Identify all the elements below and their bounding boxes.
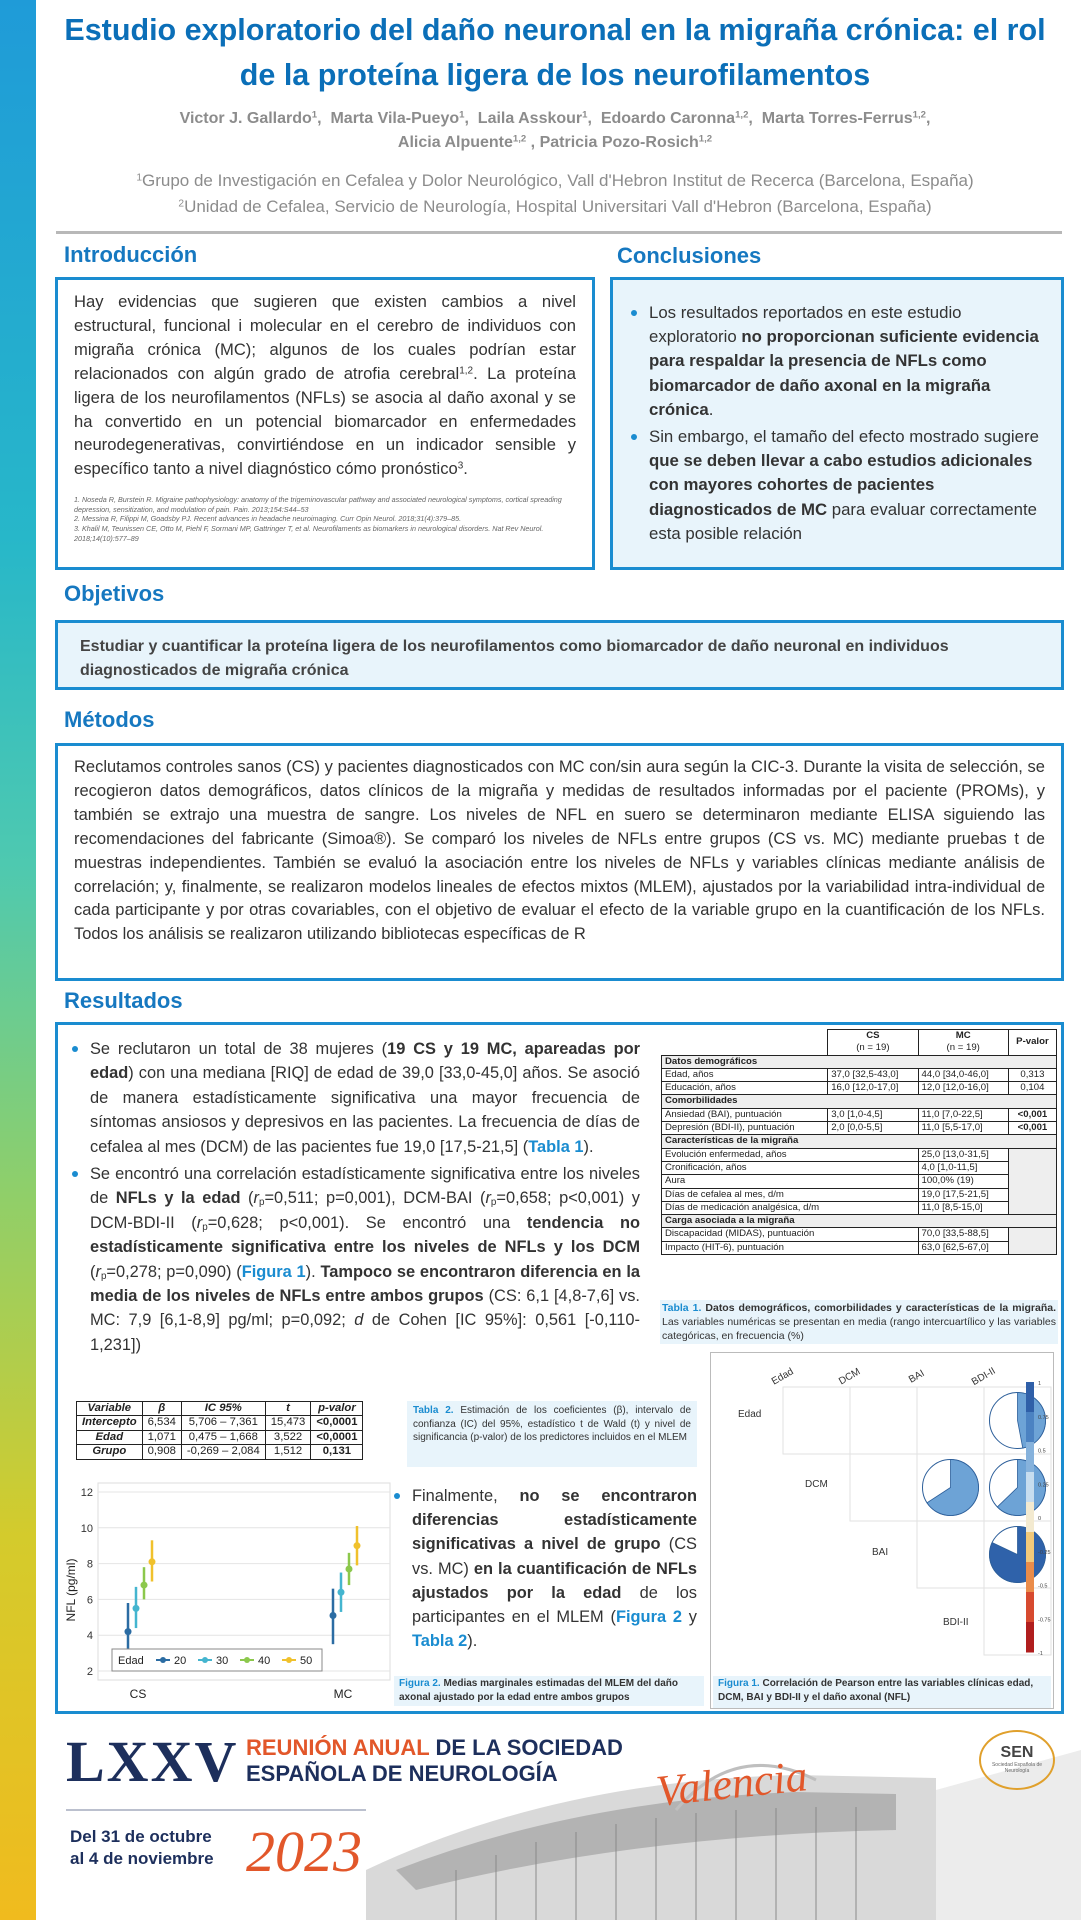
legend-marker bbox=[160, 1657, 166, 1663]
y-tick-label: 2 bbox=[86, 1666, 93, 1679]
affiliations: $^1$Grupo de Investigación en Cefalea y Dolor Neurológico, Vall d'Hebron Institut de Recerca (Barcelona, España) $^2$Unidad de Cefalea, Servicio de Neurología, Hospital Universitari Vall d'Hebron (Barcelona, España) bbox=[136, 171, 974, 216]
results-heading: Resultados bbox=[64, 988, 183, 1013]
table-row: Evolución enfermedad, años 25,0 [13,0-31,5] bbox=[662, 1148, 1057, 1161]
authors: Victor J. Gallardo$^1$, Marta Vila-Pueyo$^1$, Laila Asskour$^1$, Edoardo Caronna$^{1,2}$, Marta Torres-Ferrus$^{1,2}$, Alicia Alpuente$^{1,2}$ , Patricia Pozo-Rosich$^{1,2}$ bbox=[179, 109, 931, 151]
row-label: DCM bbox=[805, 1479, 828, 1490]
t1-section: Características de la migraña bbox=[662, 1135, 1057, 1148]
colorbar-segment bbox=[1026, 1622, 1034, 1653]
table-row: Cronificación, años 4,0 [1,0-11,5] bbox=[662, 1161, 1057, 1174]
mean-point bbox=[141, 1582, 148, 1589]
methods-box bbox=[55, 743, 1064, 981]
table-row: Educación, años 16,0 [12,0-17,0] 12,0 [12,0-16,0] 0,104 bbox=[662, 1082, 1057, 1095]
matrix-cell bbox=[917, 1521, 984, 1588]
y-tick-label: 12 bbox=[80, 1486, 93, 1499]
row-label: BDI-II bbox=[943, 1617, 969, 1628]
figure2-link[interactable]: Figura 2 bbox=[615, 1608, 682, 1627]
table-row: Discapacidad (MIDAS), puntuación 70,0 [33,5-88,5] bbox=[662, 1228, 1057, 1241]
y-tick-label: 10 bbox=[80, 1522, 93, 1535]
congress-dates: Del 31 de octubre al 4 de noviembre bbox=[70, 1827, 214, 1868]
t1-col-cs: CS (n = 19) bbox=[828, 1030, 918, 1056]
colorbar-tick: -1 bbox=[1038, 1651, 1043, 1657]
conclusions-heading: Conclusiones bbox=[617, 243, 762, 268]
y-tick-label: 8 bbox=[86, 1558, 93, 1571]
matrix-cell bbox=[783, 1387, 850, 1454]
legend-marker bbox=[244, 1657, 250, 1663]
figure2-chart bbox=[60, 1475, 395, 1706]
reference: 1. Noseda R, Burstein R. Migraine pathophysiology: anatomy of the trigeminovascular pathway and associated neurological symptoms, cortical spreading depression, sensitization, and modulation of pain. Pain. 2013;154:S44–53 bbox=[74, 495, 562, 514]
table-row: Depresión (BDI-II), puntuación 2,0 [0,0-5,5] 11,0 [5,5-17,0] <0,001 bbox=[662, 1122, 1057, 1135]
col-label: DCM bbox=[837, 1366, 863, 1388]
intro-box bbox=[55, 277, 595, 570]
t1-col-mc: MC (n = 19) bbox=[918, 1030, 1008, 1056]
legend-label: 50 bbox=[300, 1655, 313, 1667]
congress-city: Valencia bbox=[653, 1751, 810, 1816]
y-axis-label: NFL (pg/ml) bbox=[64, 1558, 78, 1622]
table-row: Días de cefalea al mes, d/m 19,0 [17,5-21,5] bbox=[662, 1188, 1057, 1201]
mean-point bbox=[149, 1558, 156, 1565]
legend-label: 30 bbox=[216, 1655, 229, 1667]
matrix-cell bbox=[850, 1387, 917, 1454]
colorbar-tick: 0.75 bbox=[1038, 1414, 1049, 1421]
methods-heading: Métodos bbox=[64, 707, 155, 732]
author: Patricia Pozo-Rosich bbox=[539, 134, 699, 151]
figure1-caption: Figura 1. Correlación de Pearson entre las variables clínicas edad, DCM, BAI y BDI-II y el daño axonal (NFL) bbox=[713, 1676, 1051, 1708]
col-label: BDI-II bbox=[969, 1365, 998, 1388]
reference: 3. Khalil M, Teunissen CE, Otto M, Piehl F, Sormani MP, Gattringer T, et al. Neurofilaments as biomarkers in neurological disorders. Nat Rev Neurol. 2018;14(10):577–89 bbox=[74, 524, 544, 543]
t1-col-p: P-valor bbox=[1008, 1030, 1056, 1056]
figure2-caption: Figura 2. Medias marginales estimadas del MLEM del daño axonal ajustado por la edad entre ambos grupos bbox=[394, 1676, 704, 1706]
sen-logo: SEN Sociedad Española de Neurología bbox=[979, 1730, 1055, 1790]
mean-point bbox=[133, 1605, 140, 1612]
intro-references bbox=[74, 495, 576, 543]
y-tick-label: 6 bbox=[86, 1594, 93, 1607]
t1-section: Carga asociada a la migraña bbox=[662, 1215, 1057, 1228]
results-text-block bbox=[70, 1037, 640, 1357]
result-item: Finalmente, no se encontraron diferencias estadísticamente significativas a nivel de grupo (CS vs. MC) en la cuantificación de NFLs ajustados por la edad de los participantes en el MLEM (Figura 2 y Tabla 2). bbox=[392, 1484, 697, 1653]
colorbar-segment bbox=[1026, 1442, 1034, 1473]
legend-label: 40 bbox=[258, 1655, 271, 1667]
colorbar-segment bbox=[1026, 1502, 1034, 1533]
table-row: Aura 100,0% (19) bbox=[662, 1175, 1057, 1188]
legend bbox=[112, 1649, 322, 1671]
objectives-box bbox=[55, 620, 1064, 690]
table1 bbox=[661, 1029, 1057, 1255]
t1-section: Datos demográficos bbox=[662, 1055, 1057, 1068]
y-tick-label: 4 bbox=[86, 1630, 93, 1643]
x-tick-label: MC bbox=[333, 1687, 353, 1701]
colorbar-segment bbox=[1026, 1532, 1034, 1563]
t1-section: Comorbilidades bbox=[662, 1095, 1057, 1108]
table2: Variable β IC 95% t p-valor Intercepto 6,534 5,706 – 7,361 15,473 <0,0001 Edad 1,071 0,475 – 1,668 3,522 <0,0001 Grupo 0,908 -0,269 – 2,084 1,512 0,131 bbox=[76, 1401, 363, 1460]
colorbar-tick: 0 bbox=[1038, 1516, 1042, 1522]
author: Victor J. Gallardo bbox=[179, 110, 312, 127]
mean-point bbox=[330, 1612, 337, 1619]
colorbar-tick: 0.25 bbox=[1038, 1482, 1049, 1489]
author: Marta Vila-Pueyo bbox=[330, 110, 460, 127]
footer-banner bbox=[36, 1720, 1081, 1920]
affiliation: Unidad de Cefalea, Servicio de Neurología, Hospital Universitari Vall d'Hebron (Barcelona, España) bbox=[184, 197, 932, 216]
legend-marker bbox=[202, 1657, 208, 1663]
intro-heading: Introducción bbox=[64, 242, 198, 267]
colorbar-tick: -0.25 bbox=[1038, 1549, 1051, 1556]
author: Alicia Alpuente bbox=[397, 134, 513, 151]
mean-point bbox=[354, 1542, 361, 1549]
col-label: Edad bbox=[769, 1366, 796, 1388]
colorbar-tick: 1 bbox=[1038, 1381, 1042, 1387]
conclusion-item: Los resultados reportados en este estudio exploratorio no proporcionan suficiente evidencia para respaldar la presencia de NFLs como biomarcador de daño axonal en la migraña crónica. bbox=[629, 301, 1047, 422]
result-item: Se encontró una correlación estadísticamente significativa entre los niveles de NFLs y la edad ($r_p=0,511$; p=0,001), DCM-BAI ($r_p=0,658$; p<0,001) y DCM-BDI-II ($r_p=0,628$; p<0,001). Se encontró una tendencia no estadísticamente significativa entre los niveles de NFLs y los DCM ($r_p=0,278$; p=0,090) (Figura 1). Tampoco se encontraron diferencia en la media de los niveles de NFLs entre ambos grupos (CS: 6,1 [4,8-7,6] vs. MC: 7,9 [6,1-8,9] pg/ml; p=0,092; d de Cohen [IC 95%]: 0,561 [-0,110-1,231]) bbox=[70, 1162, 640, 1357]
matrix-cell bbox=[917, 1387, 984, 1454]
intro-text: Hay evidencias que sugieren que existen cambios a nivel estructural, funcional i molecular en el cerebro de individuos con migraña crónica (MC); algunos de los cuales podrían estar relacionados con algún grado de atrofia cerebral$^{1,2}$. La proteína ligera de los neurofilamentos (NFLs) se asocia al daño axonal y se ha convertido en un potencial biomarcador en enfermedades neurodegenerativas, convirtiéndose en un indicador sensible y específico tanto a nivel diagnóstico cómo pronóstico$^3$. bbox=[74, 292, 576, 479]
conclusions-box bbox=[610, 277, 1064, 570]
mean-point bbox=[125, 1628, 132, 1635]
mean-point bbox=[338, 1589, 345, 1596]
row-label: BAI bbox=[872, 1547, 889, 1558]
legend-title: Edad bbox=[118, 1655, 144, 1667]
colorbar-segment bbox=[1026, 1592, 1034, 1623]
page-title: Estudio exploratorio del daño neuronal en la migraña crónica: el rol de la proteína ligera de los neurofilamentos bbox=[64, 13, 1046, 92]
table-row: Días de medicación analgésica, d/m 11,0 [8,5-15,0] bbox=[662, 1201, 1057, 1214]
methods-text: Reclutamos controles sanos (CS) y pacientes diagnosticados con MC con/sin aura según la CIC-3. Durante la visita de selección, se recogieron datos demográficos, datos clínicos de la migraña y medidas de resultados informadas por el paciente (PROMs), y también se extrajo una muestra de sangre. Los niveles de NFL en suero se determinaron mediante ELISA siguiendo las recomendaciones del fabricante (Simoa®). Se comparó los niveles de NFLs entre grupos (CS vs. MC) mediante pruebas t de muestras independientes. También se evaluó la asociación entre los niveles de NFLs y variables clínicas mediante análisis de correlación; y, finalmente, se realizaron modelos lineales de efectos mixtos (MLEM), ajustados por la variabilidad intra-individual de cada participante y por otras covariables, con el objetivo de evaluar el efecto de la variable grupo en la cuantificación de los NFLs. Todos los análisis se realizaron utilizando bibliotecas específicas de R bbox=[74, 758, 1045, 944]
colorbar-segment bbox=[1026, 1562, 1034, 1593]
table2-link[interactable]: Tabla 2 bbox=[412, 1632, 468, 1651]
author: Edoardo Caronna bbox=[600, 110, 736, 127]
colorbar-tick: 0.5 bbox=[1038, 1448, 1046, 1455]
table-row: Edad 1,071 0,475 – 1,668 3,522 <0,0001 bbox=[77, 1430, 363, 1444]
figure1-link[interactable]: Figura 1 bbox=[241, 1262, 306, 1281]
figure1-correlogram bbox=[710, 1352, 1054, 1672]
table1-link[interactable]: Tabla 1 bbox=[528, 1137, 584, 1156]
colorbar-tick: -0.75 bbox=[1038, 1617, 1051, 1624]
colorbar-tick: -0.5 bbox=[1038, 1583, 1048, 1590]
table-row: Edad, años 37,0 [32,5-43,0] 44,0 [34,0-46,0] 0,313 bbox=[662, 1068, 1057, 1081]
objectives-text: Estudiar y cuantificar la proteína ligera de los neurofilamentos como biomarcador de daño neuronal en individuos diagnosticados de migraña crónica bbox=[80, 638, 949, 679]
objectives-heading: Objetivos bbox=[64, 581, 165, 606]
table2-caption: Tabla 2. Estimación de los coeficientes (β), intervalo de confianza (IC) del 95%, estadístico t de Wald (t) y nivel de significancia (p-valor) de los predictores incluidos en el MLEM bbox=[407, 1401, 697, 1467]
reference: 2. Messina R, Filippi M, Goadsby PJ. Recent advances in headache neuroimaging. Curr Opin Neurol. 2018;31(4):379–85. bbox=[74, 514, 462, 524]
affiliation: Grupo de Investigación en Cefalea y Dolor Neurológico, Vall d'Hebron Institut de Recerca (Barcelona, España) bbox=[142, 171, 974, 190]
conclusion-item: Sin embargo, el tamaño del efecto mostrado sugiere que se deben llevar a cabo estudios adicionales con mayores cohortes de pacientes diagnosticados de MC para evaluar correctamente esta posible relación bbox=[629, 425, 1047, 546]
side-gradient-band bbox=[0, 0, 36, 1920]
table1-caption: Tabla 1. Datos demográficos, comorbilidades y características de la migraña. Las variables numéricas se presentan en media (rango intercuartílico y las variables categóricas, en frecuencia (%) bbox=[662, 1302, 1056, 1342]
colorbar-segment bbox=[1026, 1382, 1034, 1413]
legend-label: 20 bbox=[174, 1655, 187, 1667]
footer-divider bbox=[66, 1809, 366, 1811]
table-row: Grupo 0,908 -0,269 – 2,084 1,512 0,131 bbox=[77, 1445, 363, 1459]
results-text-block-2 bbox=[392, 1484, 697, 1653]
col-label: BAI bbox=[907, 1368, 927, 1386]
table-row: Intercepto 6,534 5,706 – 7,361 15,473 <0,0001 bbox=[77, 1416, 363, 1430]
colorbar-segment bbox=[1026, 1472, 1034, 1503]
x-tick-label: CS bbox=[129, 1687, 147, 1701]
matrix-cell bbox=[850, 1454, 917, 1521]
congress-year: 2023 bbox=[246, 1819, 362, 1884]
row-label: Edad bbox=[738, 1409, 762, 1420]
colorbar-segment bbox=[1026, 1412, 1034, 1443]
author: Laila Asskour bbox=[477, 110, 583, 127]
table-row: Ansiedad (BAI), puntuación 3,0 [1,0-4,5] 11,0 [7,0-22,5] <0,001 bbox=[662, 1108, 1057, 1121]
congress-roman-numeral: LXXV bbox=[66, 1729, 239, 1794]
table-row: Impacto (HIT-6), puntuación 63,0 [62,5-67,0] bbox=[662, 1241, 1057, 1254]
author: Marta Torres-Ferrus bbox=[761, 110, 913, 127]
result-item: Se reclutaron un total de 38 mujeres (19 CS y 19 MC, apareadas por edad) con una mediana [RIQ] de edad de 39,0 [33,0-45,0] años. Se asoció de manera estadísticamente significativa una mayor frecuencia de síntomas ansiosos y depresivos en las pacientes. La frecuencia de días de cefalea al mes (DCM) de las pacientes fue 19,0 [17,5-21,5] (Tabla 1). bbox=[70, 1037, 640, 1159]
congress-name: REUNIÓN ANUAL DE LA SOCIEDAD ESPAÑOLA DE NEUROLOGÍA bbox=[246, 1735, 623, 1786]
mean-point bbox=[346, 1565, 353, 1572]
legend-marker bbox=[286, 1657, 292, 1663]
header-divider bbox=[56, 231, 1062, 234]
